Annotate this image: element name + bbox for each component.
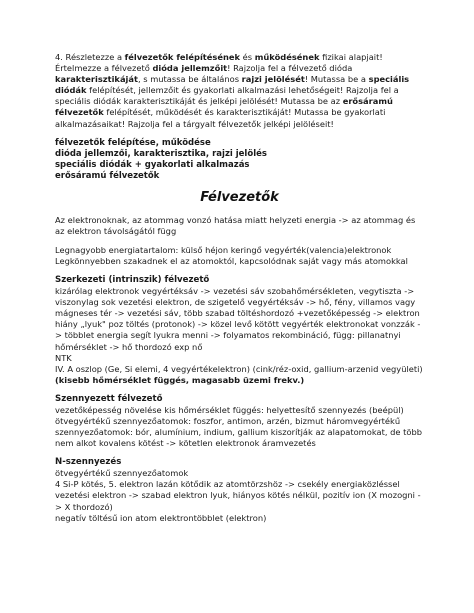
text-run: kizárólag elektronok vegyértéksáv -> vezetési sáv szobahőmérsékleten, vegytiszta -> viszonylag sok vezetési elektron, de szigetelő vegyértéksáv -> hő, fény, villamos vagy mágneses tér -> vezetési sáv, több szabad töltéshordozó +vezetőképesség -> elektron hiány „lyuk" poz töltés (protonok) -> közel levő kötött vegyérték elektronokat vonzzák -> többlet energia segít lyukra menni -> folyamatos rekombináció, függ: pillanatnyi hőmérséklet -> hő thordozó exp nő — [55, 286, 421, 352]
section-doped — [55, 394, 424, 449]
topic-outline — [55, 138, 424, 182]
outline-item: dióda jellemzői, karakterisztika, rajzi jelölés — [55, 148, 267, 159]
section-heading: Szerkezeti (intrinszik) félvezető — [55, 275, 210, 286]
bold-text-run: speciális diódák — [55, 74, 410, 96]
bold-text-run: erősáramú félvezetők — [55, 96, 393, 118]
text-run: ! Mutassa be a — [304, 74, 369, 85]
bold-text-run: működésének — [254, 52, 320, 62]
n-type-line: 4 Si-P kötés, 5. elektron lazán kötődik az atomtörzshöz -> csekély energiaközléssel vezetési elektron -> szabad elektron lyuk, hiányos kötés nélkül, pozitív ion (X mozogni -> X thordozó) — [55, 479, 421, 512]
outline-item: félvezetők felépítése, működése — [55, 137, 211, 148]
section-intrinsic — [55, 275, 424, 386]
text-run: NTK — [55, 352, 72, 363]
text-run: ! Rajzolja fel a félvezető dióda — [227, 63, 353, 74]
section-heading: N-szennyezés — [55, 457, 122, 468]
document-title: Félvezetők — [200, 189, 279, 205]
text-run: fizikai alapjait! Értelmezze a félvezető — [55, 52, 383, 74]
bold-text-run: rajzi jelölését — [241, 74, 305, 85]
text-run: , s mutassa be általános — [137, 74, 242, 85]
outline-item: erősáramú félvezetők — [55, 170, 160, 181]
bold-text-run: (kisebb hőmérséklet függés, magasabb üzemi frekv.) — [55, 374, 305, 385]
section-n-type — [55, 457, 424, 523]
bold-text-run: félvezetők felépítésének — [124, 52, 241, 62]
intro-paragraph — [55, 52, 424, 130]
text-run: 4. Részletezze a — [55, 52, 125, 62]
paragraph-valence — [55, 245, 424, 267]
outline-item: speciális diódák + gyakorlati alkalmazás — [55, 159, 250, 170]
section-heading: Szennyezett félvezető — [55, 393, 163, 404]
text-run: és — [240, 52, 255, 62]
text-run: felépítését, jellemzőit és gyakorlati alkalmazási lehetőségeit! Rajzolja fel a speciális diódák karakterisztikáját és jelképi jelölését! Mutassa be az — [55, 85, 399, 107]
bold-text-run: dióda jellemzőit — [152, 63, 228, 74]
bold-text-run: karakterisztikáját — [55, 74, 138, 85]
valence-line: Legkönnyebben szakadnek el az atomoktól, kapcsolódnak saját vagy más atomokkal — [55, 255, 408, 266]
paragraph-energy: Az elektronoknak, az atommag vonzó hatása miatt helyzeti energia -> az atommag és az elektron távolságától függ — [55, 214, 416, 236]
intrinsic-body — [55, 286, 424, 386]
text-run: felépítését, működését és karakterisztikáját! Mutassa be gyakorlati alkalmazásaikat! Rajzolja fel a tárgyalt félvezetők jelképi jelöléseit! — [55, 107, 386, 129]
text-run: IV. A oszlop (Ge, Si elemi, 4 vegyértékelektron) (cink/réz-oxid, gallium-arzenid vegyületi) — [55, 363, 423, 374]
n-type-line: negatív töltésű ion atom elektrontöbblet (elektron) — [55, 512, 267, 523]
n-type-line: ötvegyértékű szennyezőatomok — [55, 468, 189, 479]
valence-line: Legnagyobb energiatartalom: külső héjon keringő vegyérték(valencia)elektronok — [55, 244, 392, 255]
doped-body: vezetőképesség növelése kis hőmérséklet függés: helyettesítő szennyezés (beépül) ötvegyértékű szennyezőatomok: foszfor, antimon, arzén, bizmut háromvegyértékű szennyezőatomok: bór, alumínium, indium, gallium kiszorítják az alapatomokat, de több nem alkot kovalens kötést -> kötetlen elektronok áramvezetés — [55, 404, 422, 449]
